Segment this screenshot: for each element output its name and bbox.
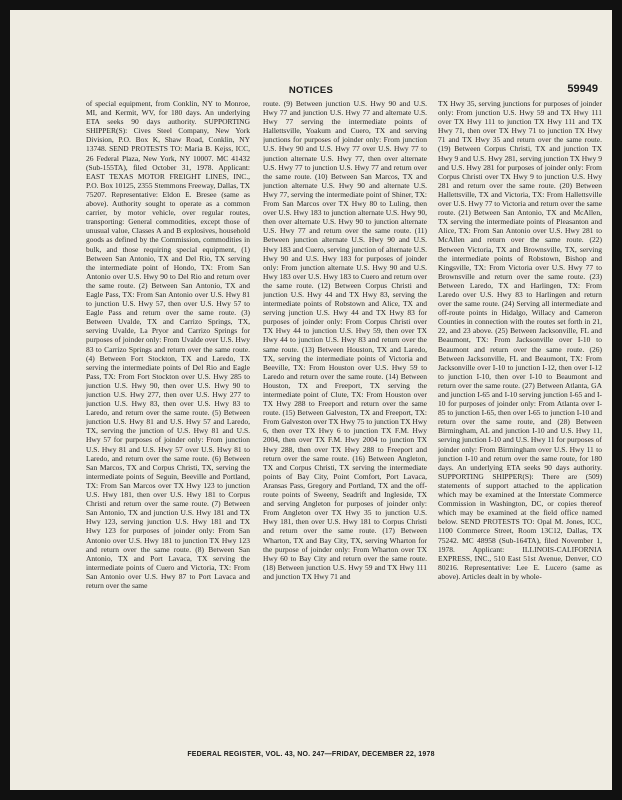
page-footer: FEDERAL REGISTER, VOL. 43, NO. 247—FRIDAY, DECEMBER 22, 1978 xyxy=(187,751,435,758)
section-heading: NOTICES xyxy=(288,85,334,96)
document-page xyxy=(10,10,612,790)
page-number: 59949 xyxy=(567,83,598,95)
column-2-text: route. (9) Between junction U.S. Hwy 90 and U.S. Hwy 77 and junction U.S. Hwy 77 and alternate U.S. Hwy 77 serving the intermediate points of Hallettsville, Yoakum and Cuero, TX and serving junctions for purposes of joinder only: From junction U.S. Hwy 90 and U.S. Hwy 77 over U.S. Hwy 77 to junction alternate U.S. Hwy 77, then over alternate U.S. Hwy 77 to junction U.S. Hwy 77 and return over the same route. (10) Between San Marcos, TX and junction alternate U.S. Hwy 90 and alternate U.S. Hwy 77, serving the intermediate point of Shiner, TX: From San Marcos over TX Hwy 80 to Luling, then over U.S. Hwy 183 to junction alternate U.S. Hwy 90, then over alternate U.S. Hwy 90 to junction alternate U.S. Hwy 77 and return over the same route. (11) Between junction alternate U.S. Hwy 90 and U.S. Hwy 183 and Cuero, serving junction of alternate U.S. Hwy 90 and U.S. Hwy 183 for purposes of joinder only: From junction alternate U.S. Hwy 90 and U.S. Hwy 183 over U.S. Hwy 183 to Cuero and return over the same route. (12) Between Corpus Christi and junction U.S. Hwy 44 and TX Hwy 83, serving the intermediate points of Robstown and Alice, TX and serving junction U.S. Hwy 44 and TX Hwy 83 for purposes of joinder only: From Corpus Christi over TX Hwy 44 to junction U.S. Hwy 59, then over TX Hwy 44 to junction U.S. Hwy 83 and return over the same route. (13) Between Houston, TX and Laredo, TX, serving the intermediate points of Victoria and Beeville, TX: From Houston over U.S. Hwy 59 to Laredo and return over the same route. (14) Between Houston, TX and Freeport, TX serving the intermediate point of Clute, TX: From Houston over TX Hwy 288 to Freeport and return over the same route. (15) Between Galveston, TX and Freeport, TX: From Galveston over TX Hwy 75 to junction TX Hwy 6, then over TX Hwy 6 to junction TX F.M. Hwy 2004, then over TX F.M. Hwy 2004 to junction TX Hwy 288, then over TX Hwy 288 to Freeport and return over the same route. (16) Between Angleton, TX and Corpus Christi, TX serving the intermediate points of Bay City, Point Comfort, Port Lavaca, Aransas Pass, Gregory and Portland, TX and the off-route points of Sweeny, Seadrift and Ingleside, TX and serving Angleton for purposes of joinder only: From Angleton over TX Hwy 35 to junction U.S. Hwy 181, then over U.S. Hwy 181 to Corpus Christi and return over the same route. (17) Between Wharton, TX and Bay City, TX, serving Wharton for the purpose of joinder only: From Wharton over TX Hwy 60 to Bay City and return over the same route. (18) Between junction U.S. Hwy 59 and TX Hwy 111 and junction TX Hwy 71 and xyxy=(263,99,427,581)
column-1-text: of special equipment, from Conklin, NY to Monroe, MI, and Kermit, WV, for 180 days. An underlying ETA seeks 90 days authority. SUPPORTING SHIPPER(S): Cives Steel Company, New York Division, P.O. Box K, Shaw Road, Conklin, NY 13748. SEND PROTESTS TO: Maria B. Kejss, ICC, 26 Federal Plaza, New York, NY 10007. MC 41432 (Sub-155TA), filed October 31, 1978. Applicant: EAST TEXAS MOTOR FREIGHT LINES, INC., P.O. Box 10125, 2355 Stemmons Freeway, Dallas, TX 75207. Representative: Eldon E. Bresee (same as above). Authority sought to operate as a common carrier, by motor vehicle, over regular routes, transporting: General commodities, except those of unusual value, Classes A and B explosives, household goods as defined by the Commission, commodities in bulk, and those requiring special equipment, (1) Between San Antonio, TX and Del Rio, TX serving the intermediate point of Hondo, TX: From San Antonio over U.S. Hwy 90 to Del Rio and return over the same route. (2) Between San Antonio, TX and Eagle Pass, TX: From San Antonio over U.S. Hwy 81 to junction U.S. Hwy 57, then over U.S. Hwy 57 to Eagle Pass and return over the same route. (3) Between Uvalde, TX and Carrizo Springs, TX, serving Uvalde, La Pryor and Carrizo Springs for purposes of joinder only: From Uvalde over U.S. Hwy 83 to Carrizo Springs and return over the same route. (4) Between Fort Stockton, TX and Laredo, TX serving the intermediate points of Del Rio and Eagle Pass, TX: From Fort Stockton over U.S. Hwy 285 to junction U.S. Hwy 90, then over U.S. Hwy 90 to junction U.S. Hwy 277, then over U.S. Hwy 277 to junction U.S. Hwy 83, then over U.S. Hwy 83 to Laredo, and return over the same route. (5) Between junction U.S. Hwy 81 and U.S. Hwy 57 and Laredo, TX, serving the junction of U.S. Hwy 81 and U.S. Hwy 57 for purposes of joinder only: From junction U.S. Hwy 81 and U.S. Hwy 57 over U.S. Hwy 81 to Laredo, and return over the same route. (6) Between San Marcos, TX and Corpus Christi, TX, serving the intermediate points of Seguin, Beeville and Portland, TX: From San Marcos over TX Hwy 123 to junction U.S. Hwy 181, then over U.S. Hwy 181 to Corpus Christi and return over the same route. (7) Between San Antonio, TX and junction U.S. Hwy 181 and TX Hwy 123, serving junction U.S. Hwy 181 and TX Hwy 123 for purposes of joinder only: From San Antonio over U.S. Hwy 181 to junction TX Hwy 123 and return over the same route. (8) Between San Antonio, TX and Port Lavaca, TX serving the intermediate points of Cuero and Victoria, TX: From San Antonio over U.S. Hwy 87 to Port Lavaca and return over the same xyxy=(86,99,250,590)
text-column-1 xyxy=(86,99,250,731)
column-3-text: TX Hwy 35, serving junctions for purposes of joinder only: From junction U.S. Hwy 59 and TX Hwy 111 over TX Hwy 111 to junction TX Hwy 111 and TX Hwy 71, then over TX Hwy 71 to junction TX Hwy 71 and TX Hwy 35 and return over the same route. (19) Between Corpus Christi, TX and junction TX Hwy 9 and U.S. Hwy 281, serving junction TX Hwy 9 and U.S. Hwy 281 for purposes of joinder only: From Corpus Christi over TX Hwy 9 to junction U.S. Hwy 281 and return over the same route. (20) Between Hallettsville, TX and Victoria, TX: From Hallettsville over U.S. Hwy 77 to Victoria and return over the same route. (21) Between San Antonio, TX and McAllen, TX serving the intermediate points of Pleasanton and Alice, TX: From San Antonio over U.S. Hwy 281 to McAllen and return over the same route. (22) Between Victoria, TX and Brownsville, TX, serving the intermediate points of Robstown, Bishop and Kingsville, TX: From Victoria over U.S. Hwy 77 to Brownsville and return over the same route. (23) Between Laredo, TX and Harlingen, TX: From Laredo over U.S. Hwy 83 to Harlingen and return over the same route. (24) Serving all intermediate and off-route points in Hidalgo, Willacy and Cameron Counties in connection with the routes set forth in 21, 22, and 23 above. (25) Between Jacksonville, FL and Beaumont, TX: From Jacksonville over I-10 to Beaumont and return over the same route. (26) Between Jacksonville, FL and Beaumont, TX: From Jacksonville over I-10 to junction I-12, then over I-12 to junction I-10, then over I-10 to Beaumont and return over the same route. (27) Between Atlanta, GA and junction I-65 and I-10 serving junction I-65 and I-10 for purposes of joinder only: From Atlanta over I-85 to junction I-65, then over I-65 to junction I-10 and return over the same route, and (28) Between Birmingham, AL and junction I-10 and U.S. Hwy 11, serving junction I-10 and U.S. Hwy 11 for purposes of joinder only: From Birmingham over U.S. Hwy 11 to junction I-10 and return over the same route, for 180 days. An underlying ETA seeks 90 days authority. SUPPORTING SHIPPER(S): There are (509) statements of support attached to the application which may be examined at the Interstate Commerce Commission in Washington, DC, or copies thereof which may be examined at the field office named below. SEND PROTESTS TO: Opal M. Jones, ICC, 1100 Commerce Street, Room 13C12, Dallas, TX 75242. MC 48958 (Sub-164TA), filed November 1, 1978. Applicant: ILLINOIS-CALIFORNIA EXPRESS, INC., 510 East 51st Avenue, Denver, CO 80216. Representative: Lee E. Lucero (same as above). Articles dealt in by whole- xyxy=(438,99,602,581)
text-column-3 xyxy=(438,99,602,731)
text-column-2 xyxy=(263,99,427,731)
